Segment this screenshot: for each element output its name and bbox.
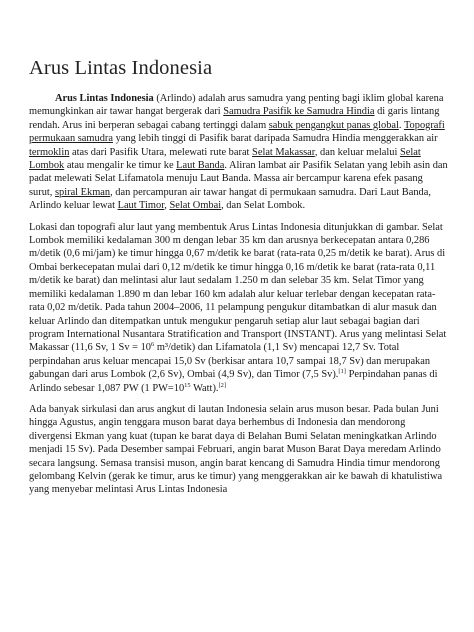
citation-2[interactable]: [2] <box>218 381 227 389</box>
text-run: . Aliran lambat air Pasifik Selatan yang lebih asin dan padat melewati Selat Lifamatola menuju Laut Banda. Massa air bercampur karena efek pasang surut, <box>29 160 448 198</box>
text-run: . <box>398 119 404 131</box>
text-run: , <box>164 200 170 212</box>
text-run: atau mengalir ke timur ke <box>64 160 177 172</box>
text-run: Perpindahan panas di Arlindo sebesar 1,087 PW (1 PW=10 <box>29 369 438 394</box>
link-laut-timor[interactable]: Laut Timor <box>117 200 165 212</box>
text-run: m³/detik) dan Lifamatola (1,1 Sv) mencapai 12,7 Sv. Total perpindahan arus keluar mencapai 15,0 Sv (berkisar antara 10,7 sampai 18,7 Sv) dan merupakan gabungan dari arus Lombok (2,6 Sv), Ombai (4,9 Sv), dan Timor (7,5 Sv). <box>29 342 431 381</box>
link-sabuk-pengangkut[interactable]: sabuk pengangkut panas global <box>268 119 399 131</box>
paragraph-intro <box>29 92 448 213</box>
superscript: 6 <box>150 341 155 349</box>
term-bold: Arus Lintas Indonesia <box>55 93 154 104</box>
paragraph-circulation <box>29 403 448 497</box>
text-run: Lokasi dan topografi alur laut yang membentuk Arus Lintas Indonesia ditunjukkan di gambar. Selat Lombok memiliki kedalaman 300 m dengan lebar 35 km dan arusnya berkecepatan antara 0,286 m/detik (0,6 mi/jam) ke timur hingga 0,67 m/detik ke barat (rata-rata 0,25 m/detik ke barat). Arus di Ombai berkecepatan mulai dari 0,12 m/detik ke timur hingga 0,16 m/detik ke barat (rata-rata 0,11 m/detik ke barat) dan melintasi alur laut sedalam 1.250 m dan selebar 35 km. Selat Timor yang memiliki kedalaman 1.890 m dan lebar 160 km adalah alur keluar terlebar dengan kecepatan rata-rata 0,02 m/detik. Pada tahun 2004–2006, 11 pelampung pengukur ditambatkan di alur masuk dan keluar Arlindo dan ditempatkan untuk mengukur pengaruh setiap alur laut sebagai bagian dari program International Nusantara Stratification and Transport (INSTANT). Arus yang melintasi Selat Makassar (11,6 Sv, 1 Sv = 10 <box>29 221 447 354</box>
text-run: , dan keluar melalui <box>314 146 400 158</box>
link-selat-ombai[interactable]: Selat Ombai <box>169 200 222 212</box>
text-run: , dan percampuran air tawar hangat di permukaan samudra. Dari Laut Banda, Arlindo keluar lewat <box>29 186 431 212</box>
link-laut-banda[interactable]: Laut Banda <box>176 160 225 172</box>
link-samudra-pasifik[interactable]: Samudra Pasifik ke Samudra Hindia <box>223 106 375 118</box>
text-run: Watt). <box>190 382 219 394</box>
text-run: , dan Selat Lombok. <box>221 200 306 212</box>
paragraph-topography <box>29 221 448 395</box>
page-title: Arus Lintas Indonesia <box>29 57 213 79</box>
link-selat-makassar[interactable]: Selat Makassar <box>252 146 315 158</box>
text-run: yang lebih tinggi di Pasifik barat daripada Samudra Hindia menggerakkan air <box>112 133 438 145</box>
citation-1[interactable]: [1] <box>338 368 346 376</box>
text-run: di garis lintang rendah. Arus ini berperan sebagai cabang tertinggi dalam <box>29 106 440 131</box>
superscript: 15 <box>184 381 191 389</box>
link-topografi[interactable]: Topografi permukaan samudra <box>29 119 445 145</box>
text-run: (Arlindo) adalah arus samudra yang penting bagi iklim global karena memungkinkan air tawar hangat bergerak dari <box>29 93 444 118</box>
link-spiral-ekman[interactable]: spiral Ekman <box>54 186 111 198</box>
link-termoklin[interactable]: termoklin <box>29 146 70 158</box>
link-selat-lombok[interactable]: Selat Lombok <box>29 146 421 172</box>
text-run: Ada banyak sirkulasi dan arus angkut di lautan Indonesia selain arus muson besar. Pada bulan Juni hingga Agustus, angin tenggara muson barat daya berhembus di Indonesia dan mendorong divergensi Ekman yang kuat (tupan ke barat daya di Belahan Bumi Selatan meningkatkan Arlindo menjadi 15 Sv). Pada Desember sampai Februari, angin barat Muson Barat Daya meredam Arlindo secara langsung. Semasa transisi muson, angin barat kencang di Samudra Hindia timur mendorong gelombang Kelvin (gerak ke timur, arus ke timur) yang menggerakkan air ke bawah di khatulistiwa yang menyebar melintasi Arus Lintas Indonesia <box>29 403 443 496</box>
text-run: atas dari Pasifik Utara, melewati rute barat <box>69 146 253 158</box>
